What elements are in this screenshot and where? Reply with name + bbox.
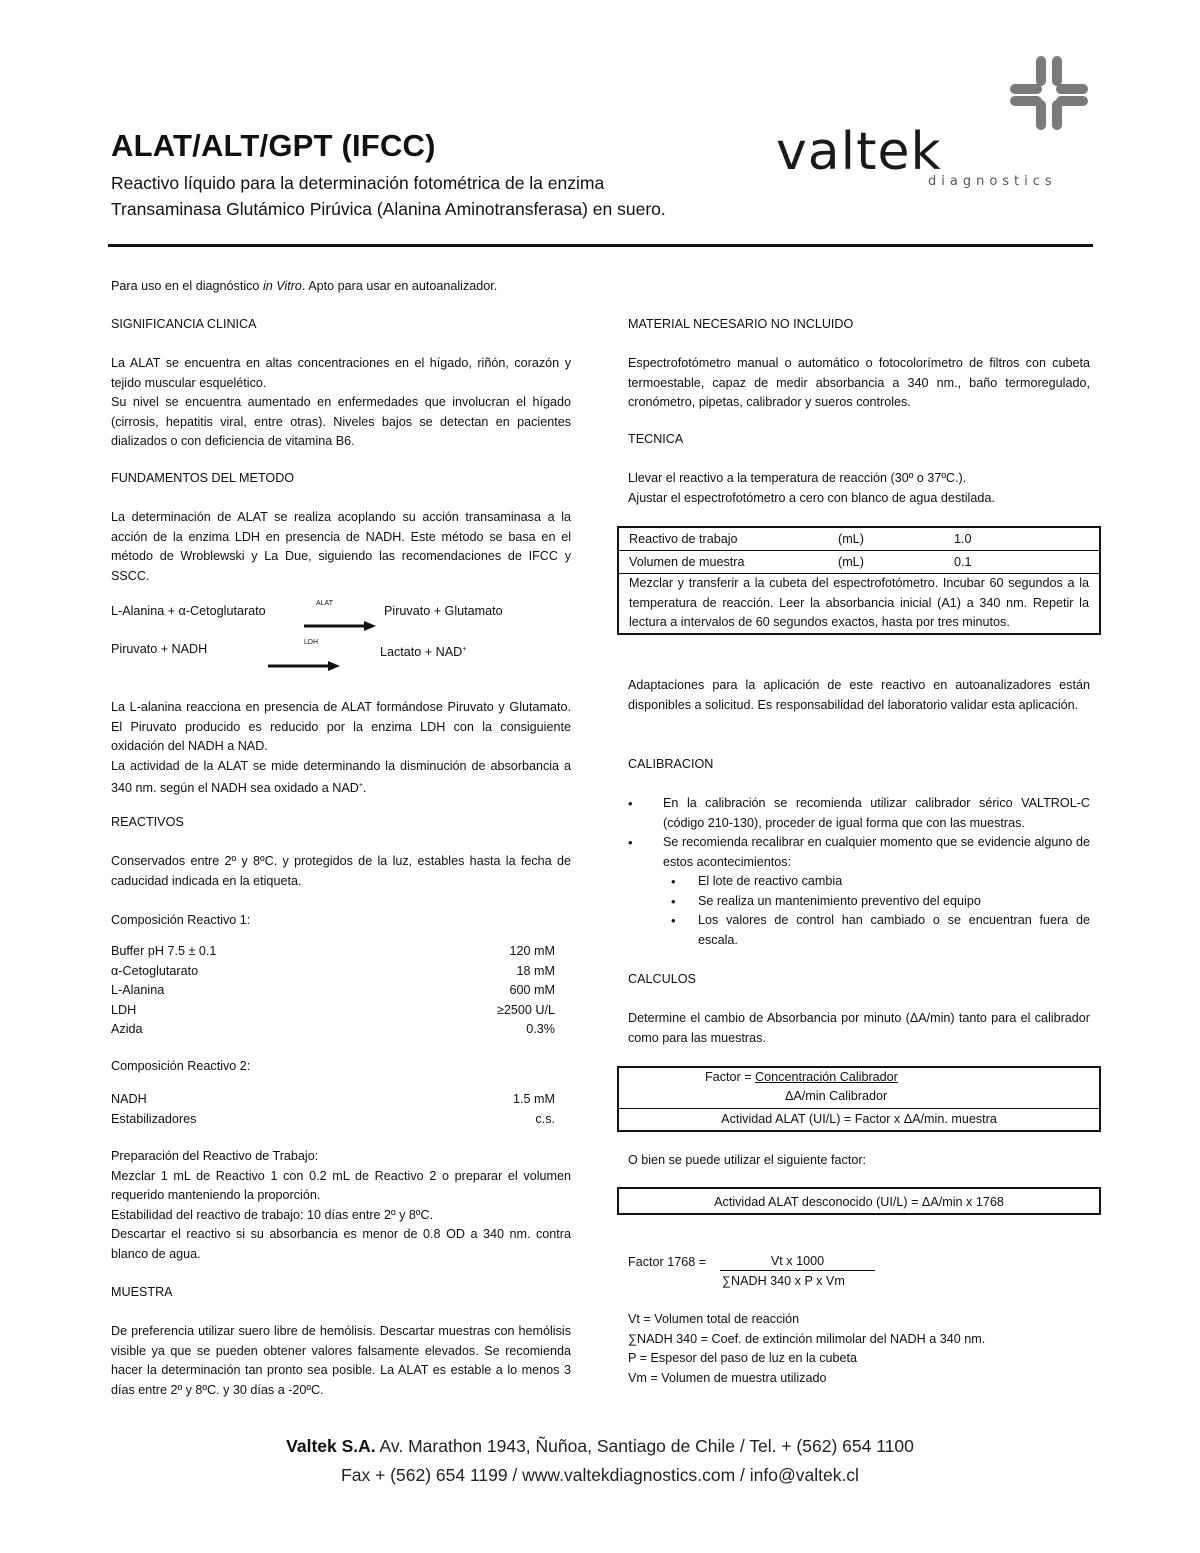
heading-calculos: CALCULOS (628, 972, 696, 986)
fundamentos-p3 (111, 757, 571, 799)
preparacion-title: Preparación del Reactivo de Trabajo: (111, 1149, 319, 1163)
composition-value: c.s. (535, 1111, 555, 1126)
composition-name: NADH (111, 1092, 147, 1106)
footer-line-2: Fax + (562) 654 1199 / www.valtekdiagnostics.com / info@valtek.cl (341, 1465, 859, 1485)
footer-line-1 (0, 1436, 1200, 1457)
composition-value: 120 mM (509, 944, 555, 958)
composition-value: 1.5 mM (513, 1092, 555, 1106)
fundamentos-p2: La L-alanina reacciona en presencia de ALAT formándose Piruvato y Glutamato. El Piruvato producido es reducido por la enzima LDH con la consiguiente oxidación del NADH a NAD. (111, 700, 571, 753)
section-material (628, 315, 1090, 413)
intro-post: . Apto para usar en autoanalizador. (301, 279, 498, 293)
tecnica-value: 0.1 (954, 555, 972, 569)
calculos-p2: O bien se puede utilizar el siguiente factor: (628, 1153, 867, 1167)
tecnica-p3: Adaptaciones para la aplicación de este reactivo en autoanalizadores están disponibles a solicitud. Es responsabilidad del laboratorio validar esta aplicación. (628, 678, 1090, 712)
intro-em: in Vitro (262, 279, 302, 293)
heading-reactivos: REACTIVOS (111, 815, 184, 829)
logo-wordmark: valtek (776, 122, 942, 182)
composicion-1-table (111, 942, 555, 1040)
intro-pre: Para uso en el diagnóstico (111, 279, 263, 293)
composition-name: Buffer pH 7.5 ± 0.1 (111, 944, 217, 958)
reaction-2-sup: + (462, 646, 467, 653)
composition-name: Azida (111, 1022, 143, 1036)
heading-fundamentos: FUNDAMENTOS DEL METODO (111, 471, 295, 485)
calibracion-bullet-2: • Se recomienda recalibrar en cualquier momento que se evidencie alguno de estos acontecimientos: (628, 833, 1090, 872)
fundamentos-p3-text: La actividad de la ALAT se mide determinando la disminución de absorbancia a 340 nm. según el NADH sea oxidado a NAD (111, 758, 571, 796)
reaction-2-right-text: Lactato + NAD (380, 645, 463, 660)
composicion-2-table (111, 1090, 555, 1129)
factor-formula (705, 1068, 898, 1088)
tecnica-value: 1.0 (954, 532, 972, 546)
composition-name: α-Cetoglutarato (111, 963, 199, 978)
composition-value: 18 mM (516, 963, 555, 978)
factor-1768-label: Factor 1768 = (628, 1255, 707, 1269)
reactivos-p1: Conservados entre 2º y 8ºC. y protegidos de la luz, estables hasta la fecha de caducidad indicada en la etiqueta. (111, 854, 571, 888)
heading-muestra: MUESTRA (111, 1285, 173, 1299)
section-reactivos (111, 813, 571, 930)
calculos-p1: Determine el cambio de Absorbancia por minuto (ΔA/min) tanto para el calibrador como para las muestras. (628, 1011, 1090, 1045)
document-title: ALAT/ALT/GPT (IFCC) (111, 128, 436, 163)
composition-name: L-Alanina (111, 983, 165, 997)
significancia-p1: La ALAT se encuentra en altas concentraciones en el hígado, riñón, corazón y tejido muscular esquelético. (111, 356, 571, 390)
footer-company: Valtek S.A. (286, 1436, 376, 1456)
reaction-1-arrow-icon (304, 620, 376, 632)
footer-address: Av. Marathon 1943, Ñuñoa, Santiago de Chile / Tel. + (562) 654 1100 (375, 1436, 914, 1456)
factor-box (617, 1066, 1101, 1132)
logo-symbol-icon (1010, 54, 1090, 134)
factor-divider (619, 1108, 1099, 1109)
tecnica-row (619, 551, 1099, 574)
tecnica-p2: Ajustar el espectrofotómetro a cero con blanco de agua destilada. (628, 490, 995, 505)
tecnica-unit: (mL) (838, 532, 864, 546)
composition-row (111, 962, 555, 982)
subtitle-line-2: Transaminasa Glutámico Pirúvica (Alanina Aminotransferasa) en suero. (111, 199, 666, 219)
composicion-1-title: Composición Reactivo 1: (111, 912, 251, 927)
actividad-formula: Actividad ALAT (UI/L) = Factor x ΔA/min. muestra (721, 1112, 997, 1126)
composition-row (111, 1020, 555, 1040)
fundamentos-p1: La determinación de ALAT se realiza acoplando su acción transaminasa a la acción de la enzima LDH en presencia de NADH. Este método se basa en el método de Wroblewski y La Due, siguiendo las recomendaciones de IFCC y SSCC. (111, 510, 571, 583)
definition-vt: Vt = Volumen total de reacción (628, 1312, 800, 1326)
reaction-2-left: Piruvato + NADH (111, 642, 208, 656)
reaction-2-right (380, 640, 466, 663)
reaction-1-right: Piruvato + Glutamato (384, 604, 503, 618)
composition-name: LDH (111, 1002, 137, 1017)
composition-row (111, 1001, 555, 1021)
section-significancia (111, 315, 571, 452)
logo-tagline: diagnostics (928, 174, 1057, 189)
tecnica-adaptaciones (628, 676, 1090, 715)
factor-label: Factor = (705, 1070, 756, 1084)
header-divider (108, 244, 1093, 247)
composicion-2-title: Composición Reactivo 2: (111, 1059, 251, 1073)
factor-1768-denominator: ∑NADH 340 x P x Vm (722, 1274, 845, 1288)
factor-1768-numerator: Vt x 1000 (720, 1253, 875, 1271)
calibracion-sub-2: • Se realiza un mantenimiento preventivo del equipo (628, 892, 1090, 912)
heading-material: MATERIAL NECESARIO NO INCLUIDO (628, 317, 854, 331)
preparacion-p1: Mezclar 1 mL de Reactivo 1 con 0.2 mL de Reactivo 2 o preparar el volumen requerido manteniendo la proporción. (111, 1168, 571, 1202)
tecnica-name: Reactivo de trabajo (629, 532, 738, 546)
definition-vm: Vm = Volumen de muestra utilizado (628, 1370, 827, 1385)
tecnica-row (619, 528, 1099, 551)
section-tecnica (628, 430, 1090, 508)
reaction-2-enzyme: LDH (304, 639, 319, 646)
composition-row (111, 1090, 555, 1110)
heading-calibracion: CALIBRACION (628, 757, 714, 771)
composition-value: 600 mM (509, 983, 555, 997)
preparacion-p3: Descartar el reactivo si su absorbancia es menor de 0.8 OD a 340 nm. contra blanco de agua. (111, 1227, 571, 1261)
heading-tecnica: TECNICA (628, 432, 684, 446)
intro-text (111, 277, 571, 297)
reaction-1-enzyme: ALAT (316, 600, 333, 607)
composition-value: 0.3% (526, 1022, 555, 1036)
calculos-definitions (628, 1310, 1090, 1388)
section-preparacion (111, 1147, 571, 1264)
composition-row (111, 981, 555, 1001)
factor-denominator: ΔA/min Calibrador (785, 1089, 888, 1103)
composition-name: Estabilizadores (111, 1111, 197, 1126)
tecnica-p1: Llevar el reactivo a la temperatura de reacción (30º o 37ºC.). (628, 471, 967, 485)
section-calculos (628, 970, 1090, 1048)
reaction-1-left: L-Alanina + α-Cetoglutarato (111, 604, 266, 618)
heading-significancia: SIGNIFICANCIA CLINICA (111, 317, 257, 331)
composition-row (111, 1110, 555, 1130)
fundamentos-explanation (111, 698, 571, 799)
tecnica-table (617, 526, 1101, 635)
composition-row (111, 942, 555, 962)
definition-nadh: ∑NADH 340 = Coef. de extinción milimolar del NADH a 340 nm. (628, 1331, 986, 1346)
tecnica-unit: (mL) (838, 555, 864, 569)
material-p1: Espectrofotómetro manual o automático o fotocolorímetro de filtros con cubeta termoestable, capaz de medir absorbancia a 340 nm., baño termoregulado, cronómetro, pipetas, calibrador y sueros controles. (628, 356, 1090, 409)
significancia-p2: Su nivel se encuentra aumentado en enfermedades que involucran el hígado (cirrosis, hepatitis viral, entre otras). Niveles bajos se detectan en pacientes dializados o con deficiencia de vitamina B6. (111, 395, 571, 448)
factor-numerator: Concentración Calibrador (755, 1070, 898, 1084)
reaction-2-arrow-icon (268, 660, 340, 672)
section-muestra (111, 1283, 571, 1400)
valtek-logo (776, 54, 1096, 194)
tecnica-instructions: Mezclar y transferir a la cubeta del espectrofotómetro. Incubar 60 segundos a la temperatura de reacción. Leer la absorbancia inicial (A1) a 340 nm. Repetir la lectura a intervalos de 60 segundos exactos, hasta por tres minutos. (629, 576, 1089, 629)
calibracion-sub-3: • Los valores de control han cambiado o se encuentran fuera de escala. (628, 911, 1090, 950)
subtitle-line-1: Reactivo líquido para la determinación fotométrica de la enzima (111, 173, 605, 193)
preparacion-p2: Estabilidad del reactivo de trabajo: 10 días entre 2º y 8ºC. (111, 1207, 434, 1222)
calibracion-bullet-1: • En la calibración se recomienda utilizar calibrador sérico VALTROL-C (código 210-130), proceder de igual forma que con las muestras. (628, 794, 1090, 833)
tecnica-name: Volumen de muestra (629, 555, 745, 569)
formula-1768-box: Actividad ALAT desconocido (UI/L) = ΔA/min x 1768 (617, 1187, 1101, 1215)
document-subtitle (111, 170, 666, 222)
composition-value: ≥2500 U/L (496, 1002, 555, 1017)
fundamentos-p3-sup: + (358, 782, 363, 789)
section-calibracion (628, 755, 1090, 950)
muestra-p1: De preferencia utilizar suero libre de hemólisis. Descartar muestras con hemólisis visible ya que se pueden obtener valores falsamente elevados. Se recomienda hacer la determinación tan pronto sea posible. La ALAT es estable a lo menos 3 días entre 2º y 8ºC. y 30 días a -20ºC. (111, 1324, 571, 1397)
definition-p: P = Espesor del paso de luz en la cubeta (628, 1351, 858, 1365)
fundamentos-p3-end: . (362, 781, 367, 796)
section-fundamentos (111, 469, 571, 586)
calibracion-sub-1: • El lote de reactivo cambia (628, 872, 1090, 892)
